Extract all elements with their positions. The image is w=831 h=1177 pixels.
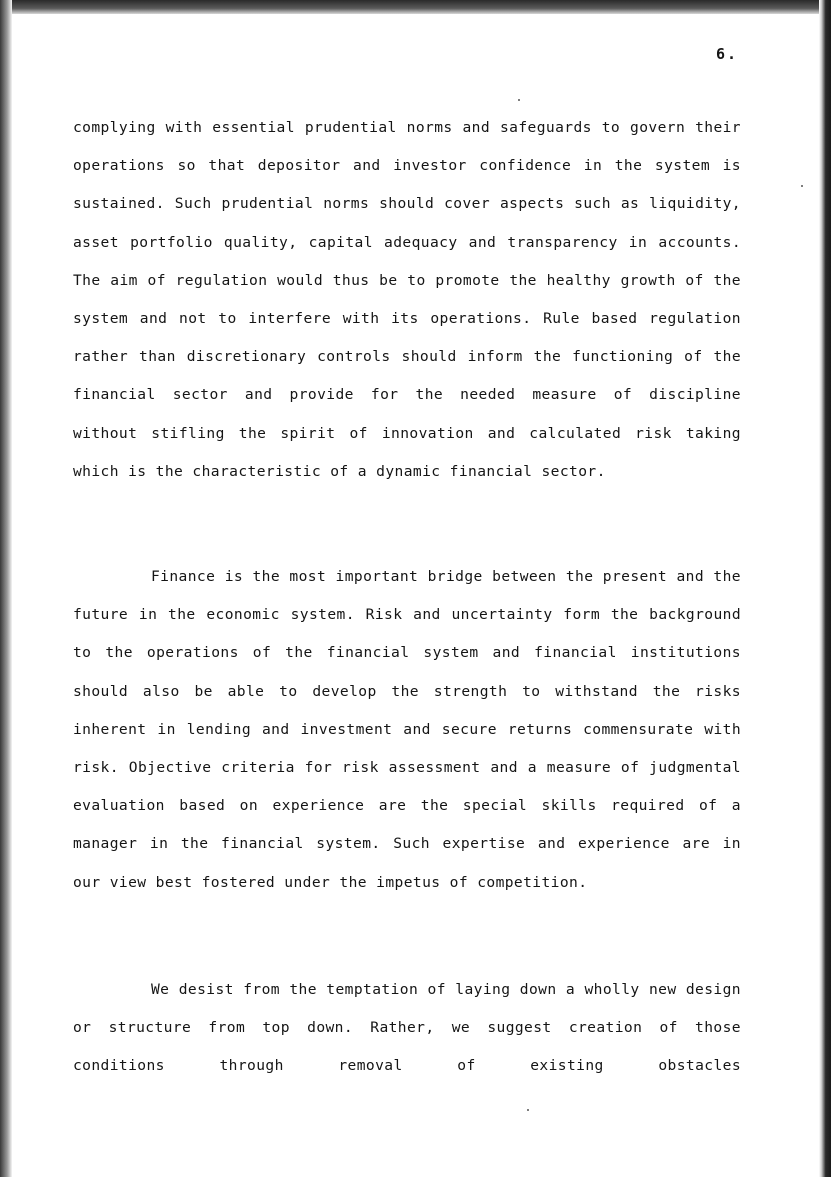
- paragraph-prudential-norms: complying with essential prudential norms and safeguards to govern their operations so that depositor and investor confidence in the system is sustained. Such prudential norms should cover aspects such as liquidity, asset portfolio quality, capital adequacy and transparency in accounts. The aim of regulation would thus be to promote the healthy growth of the system and not to interfere with its operations. Rule based regulation rather than discretionary controls should inform the functioning of the financial sector and provide for the needed measure of discipline without stifling the spirit of innovation and calculated risk taking which is the characteristic of a dynamic financial sector.: [73, 119, 741, 480]
- scan-speck: [518, 99, 520, 101]
- scan-edge-top: [0, 0, 831, 14]
- scan-speck: [527, 1109, 529, 1111]
- scan-speck: [801, 185, 803, 187]
- scan-edge-left: [0, 0, 12, 1177]
- scan-edge-right: [819, 0, 831, 1177]
- page-number: 6.: [716, 45, 739, 63]
- paragraph-desist-temptation: We desist from the temptation of laying down a wholly new design or structure from top down. Rather, we suggest creation of those conditions through removal of existing obstacles: [73, 981, 741, 1075]
- paragraph-finance-bridge: Finance is the most important bridge between the present and the future in the economic system. Risk and uncertainty form the background to the operations of the financial system and financial institutions should also be able to develop the strength to withstand the risks inherent in lending and investment and secure returns commensurate with risk. Objective criteria for risk assessment and a measure of judgmental evaluation based on experience are the special skills required of a manager in the financial system. Such expertise and experience are in our view best fostered under the impetus of competition.: [73, 568, 741, 891]
